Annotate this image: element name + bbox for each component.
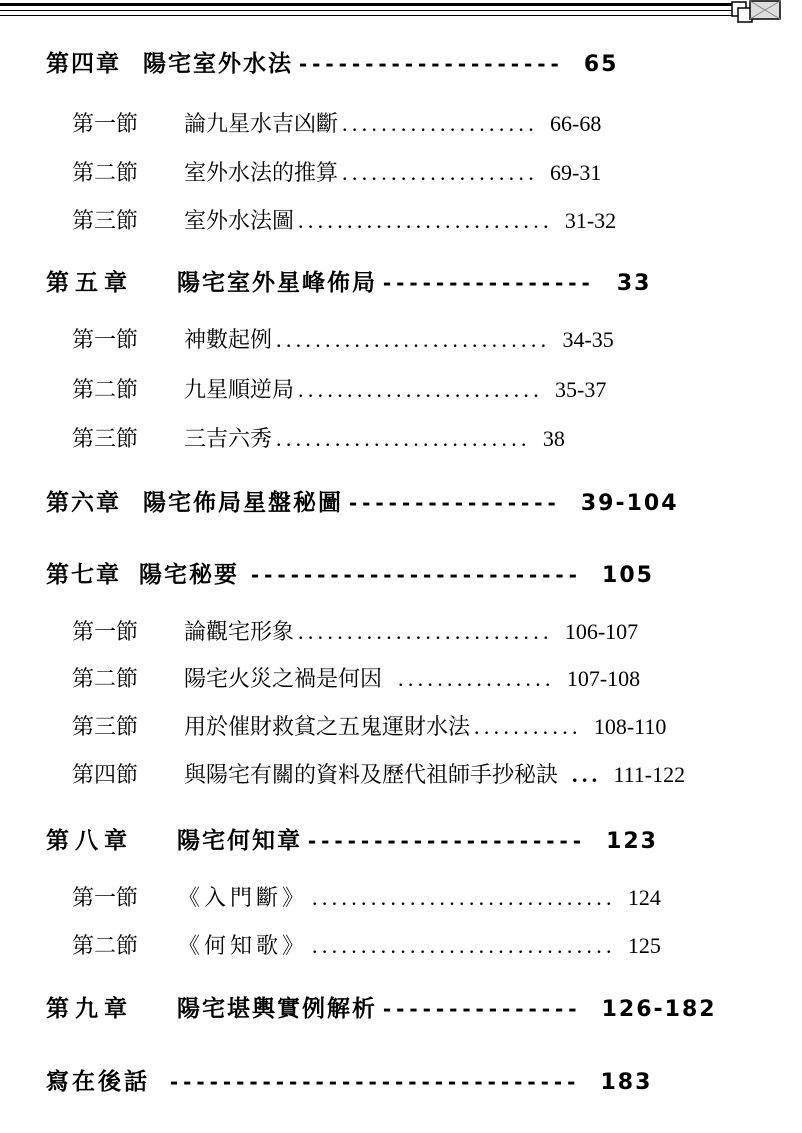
section-entry [72, 881, 661, 912]
page-number: 34-35 [562, 327, 614, 352]
page-number: 66-68 [550, 111, 602, 136]
chapter-entry [46, 264, 651, 297]
page-number: 125 [627, 933, 661, 958]
section-title: 論觀宅形象 [184, 620, 295, 645]
afterword-label: 寫在後話 [46, 1069, 150, 1095]
section-entry [72, 107, 601, 138]
page-number: 65 [583, 52, 619, 77]
page-number: 124 [627, 885, 661, 910]
section-title: 用於催財救貧之五鬼運財水法 [184, 715, 471, 740]
section-title: 室外水法的推算 [184, 161, 339, 186]
chapter-entry [46, 556, 654, 589]
section-label: 第四節 [72, 763, 139, 788]
chapter-label: 第七章 [46, 562, 121, 588]
leader-dashes: ---------------- [347, 491, 559, 515]
chapter-entry [46, 484, 679, 517]
page-number: 31-32 [564, 208, 617, 233]
chapter-entry [46, 45, 618, 78]
leader-dots: .......................... [298, 208, 553, 233]
leader-dots: .................... [342, 160, 539, 185]
section-entry [72, 662, 640, 693]
leader-dots: ................ [398, 666, 555, 691]
page-number: 123 [606, 829, 658, 854]
page-number: 107-108 [566, 666, 641, 691]
section-title: 神數起例 [184, 328, 273, 353]
chapter-title: 陽宅堪輿實例解析 [177, 996, 377, 1022]
section-title: 陽宅火災之禍是何因 [184, 667, 383, 692]
chapter-title: 陽宅秘要 [139, 562, 239, 588]
page-number: 111-122 [613, 762, 686, 787]
chapter-entry [46, 822, 658, 855]
leader-dots: ............................... [312, 933, 616, 958]
section-label: 第一節 [72, 620, 139, 645]
chapter-title: 陽宅室外星峰佈局 [177, 270, 377, 296]
section-entry [72, 373, 606, 404]
section-label: 第三節 [72, 715, 139, 740]
page-number: 33 [616, 271, 652, 296]
chapter-label: 第五章 [46, 270, 133, 296]
leader-dots: .......................... [276, 426, 531, 451]
section-label: 第二節 [72, 934, 139, 959]
section-title: 論九星水吉凶斷 [184, 112, 339, 137]
section-entry [72, 422, 565, 453]
page-number: 38 [542, 426, 565, 451]
section-entry [72, 204, 616, 235]
leader-dots: .................... [342, 111, 539, 136]
section-label: 第一節 [72, 328, 139, 353]
chapter-label: 第八章 [46, 828, 133, 854]
section-title: 室外水法圖 [184, 209, 295, 234]
section-label: 第一節 [72, 112, 139, 137]
page-number: 183 [600, 1070, 653, 1095]
section-title: 《入門斷》 [178, 886, 309, 911]
page-number: 106-107 [564, 619, 639, 644]
chapter-label: 第六章 [46, 490, 121, 516]
section-label: 第三節 [72, 427, 139, 452]
chapter-label: 第九章 [46, 996, 133, 1022]
leader-dashes: ---------------- [381, 271, 593, 295]
section-title: 九星順逆局 [184, 378, 295, 403]
leader-dots: ............................ [276, 327, 551, 352]
section-entry [72, 323, 614, 354]
page-number: 108-110 [593, 714, 667, 739]
section-label: 第三節 [72, 209, 139, 234]
section-label: 第二節 [72, 378, 139, 403]
page-number: 105 [602, 563, 654, 588]
page-number: 39-104 [580, 491, 679, 516]
chapter-entry [46, 990, 717, 1023]
leader-dots: ... [572, 762, 602, 787]
section-title: 三吉六秀 [184, 427, 273, 452]
page-number: 35-37 [555, 377, 607, 402]
section-entry [72, 929, 661, 960]
leader-dots: ......................... [298, 377, 544, 402]
leader-dashes: ------------------------------- [168, 1070, 579, 1094]
section-title: 與陽宅有關的資料及歷代祖師手抄秘訣 [184, 763, 559, 788]
chapter-title: 陽宅室外水法 [143, 51, 293, 77]
leader-dots: .......................... [298, 619, 553, 644]
section-label: 第二節 [72, 161, 139, 186]
leader-dashes: ------------------------- [249, 563, 581, 587]
page-number: 69-31 [550, 160, 602, 185]
section-entry [72, 758, 685, 789]
leader-dots: ............................... [312, 885, 616, 910]
section-entry [72, 710, 666, 741]
chapter-title: 陽宅何知章 [177, 828, 302, 854]
leader-dashes: --------------- [381, 997, 580, 1021]
section-entry [72, 615, 638, 646]
chapter-title: 陽宅佈局星盤秘圖 [143, 490, 343, 516]
leader-dots: ........... [474, 714, 582, 739]
section-title: 《何知歌》 [178, 934, 309, 959]
section-label: 第二節 [72, 667, 139, 692]
section-entry [72, 156, 601, 187]
section-label: 第一節 [72, 886, 139, 911]
page-number: 126-182 [601, 997, 717, 1022]
chapter-label: 第四章 [46, 51, 121, 77]
leader-dashes: -------------------- [297, 52, 562, 76]
leader-dashes: --------------------- [306, 829, 585, 853]
afterword-entry [46, 1063, 652, 1096]
